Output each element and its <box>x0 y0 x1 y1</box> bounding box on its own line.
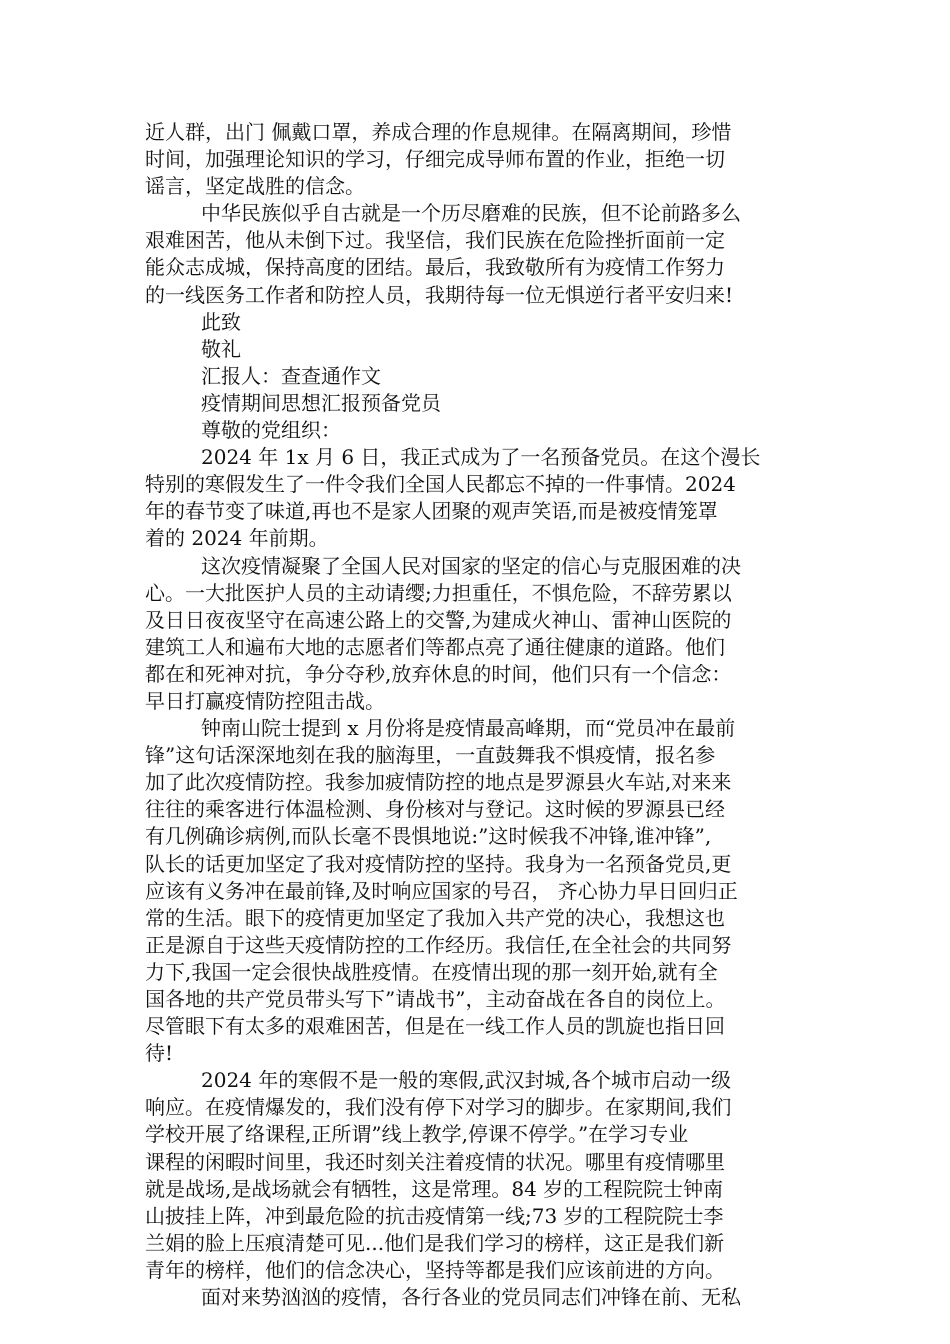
text-line: 兰娟的脸上压痕清楚可见...他们是我们学习的榜样，这正是我们新 <box>145 1230 725 1255</box>
text-line: 钟南山院士提到 x 月份将是疫情最高峰期，而“党员冲在最前 <box>201 716 736 741</box>
text-line: 尊敬的党组织： <box>201 418 341 443</box>
text-line: 疫情期间思想汇报预备党员 <box>201 390 441 415</box>
text-line: 青年的榜样，他们的信念决心，坚持等都是我们应该前进的方向。 <box>145 1257 725 1282</box>
text-line: 往往的乘客进行体温检测、身份核对与登记。这时候的罗源县已经 <box>145 797 725 822</box>
text-line: 的一线医务工作者和防控人员，我期待每一位无惧逆行者平安归来! <box>145 282 734 307</box>
text-line: 年的春节变了味道,再也不是家人团聚的观声笑语,而是被疫情笼罩 <box>145 499 718 524</box>
text-line: 应该有义务冲在最前锋,及时响应国家的号召， 齐心协力早日回归正 <box>145 878 738 903</box>
text-line: 尽管眼下有太多的艰难困苦，但是在一线工作人员的凯旋也指日回 <box>145 1014 725 1039</box>
body-paragraph <box>145 390 825 417</box>
text-line: 中华民族似乎自古就是一个历尽磨难的民族，但不论前路多么 <box>201 201 741 226</box>
text-line: 响应。在疫情爆发的，我们没有停下对学习的脚步。在家期间,我们 <box>145 1095 732 1120</box>
text-line: 时间，加强理论知识的学习，仔细完成导师布置的作业，拒绝一切 <box>145 147 725 172</box>
text-line: 特别的寒假发生了一件令我们全国人民都忘不掉的一件事情。2024 <box>145 472 736 497</box>
text-line: 有几例确诊病例,而队长毫不畏惧地说:”这时候我不冲锋,谁冲锋”, <box>145 824 712 849</box>
body-paragraph <box>145 336 825 363</box>
text-line: 加了此次疫情防控。我参加疲情防控的地点是罗源县火车站,对来来 <box>145 770 732 795</box>
text-line: 都在和死神对抗，争分夺秒,放弃休息的时间，他们只有一个信念： <box>145 661 732 686</box>
text-line: 锋”这句话深深地刻在我的脑海里，一直鼓舞我不惧疫情，报名参 <box>145 743 716 768</box>
text-line: 此致 <box>201 309 241 334</box>
text-line: 力下,我国一定会很快战胜疫情。在疫情出现的那一刻开始,就有全 <box>145 959 718 984</box>
text-line: 着的 2024 年前期。 <box>145 526 329 551</box>
body-paragraph <box>145 1067 825 1284</box>
text-line: 课程的闲暇时间里，我还时刻关注着疫情的状况。哪里有疫情哪里 <box>145 1149 725 1174</box>
body-paragraph <box>145 417 825 444</box>
text-line: 及日日夜夜坚守在高速公路上的交警,为建成火神山、雷神山医院的 <box>145 607 732 632</box>
text-line: 学校开展了络课程,正所谓”线上教学,停课不停学。”在学习专业 <box>145 1122 689 1147</box>
document-body <box>145 119 825 1311</box>
body-paragraph <box>145 363 825 390</box>
text-line: 2024 年的寒假不是一般的寒假,武汉封城,各个城市启动一级 <box>201 1068 731 1093</box>
text-line: 谣言，坚定战胜的信念。 <box>145 174 365 199</box>
body-paragraph <box>145 1284 825 1311</box>
body-paragraph <box>145 553 825 716</box>
body-paragraph <box>145 309 825 336</box>
text-line: 就是战场,是战场就会有牺牲，这是常理。84 岁的工程院院士钟南 <box>145 1176 724 1201</box>
text-line: 能众志成城，保持高度的团结。最后，我致敬所有为疫情工作努力 <box>145 255 725 280</box>
text-line: 山披挂上阵，冲到最危险的抗击疫情第一线;73 岁的工程院院士李 <box>145 1203 724 1228</box>
body-paragraph <box>145 715 825 1067</box>
text-line: 敬礼 <box>201 336 241 361</box>
text-line: 队长的话更加坚定了我对疫情防控的坚持。我身为一名预备党员,更 <box>145 851 732 876</box>
body-paragraph <box>145 119 825 200</box>
text-line: 常的生活。眼下的疫情更加坚定了我加入共产党的决心，我想这也 <box>145 905 725 930</box>
text-line: 心。一大批医护人员的主动请缨;力担重任，不惧危险，不辞劳累以 <box>145 580 732 605</box>
text-line: 正是源自于这些天疫情防控的工作经历。我信任,在全社会的共同努 <box>145 932 732 957</box>
text-line: 国各地的共产党员带头写下”请战书”，主动奋战在各自的岗位上。 <box>145 987 726 1011</box>
text-line: 面对来势汹汹的疫情，各行各业的党员同志们冲锋在前、无私 <box>201 1285 741 1310</box>
text-line: 2024 年 1x 月 6 日，我正式成为了一名预备党员。在这个漫长 <box>201 445 761 470</box>
body-paragraph <box>145 444 825 552</box>
text-line: 待! <box>145 1041 174 1066</box>
text-line: 汇报人：查查通作文 <box>201 363 381 388</box>
text-line: 建筑工人和遍布大地的志愿者们等都点亮了通往健康的道路。他们 <box>145 634 725 659</box>
body-paragraph <box>145 200 825 308</box>
text-line: 艰难困苦，他从未倒下过。我坚信，我们民族在危险挫折面前一定 <box>145 228 725 253</box>
text-line: 近人群，出门 佩戴口罩，养成合理的作息规律。在隔离期间，珍惜 <box>145 120 732 144</box>
text-line: 早日打赢疫情防控阻击战。 <box>145 688 385 713</box>
text-line: 这次疫情凝聚了全国人民对国家的坚定的信心与克服困难的决 <box>201 553 741 578</box>
